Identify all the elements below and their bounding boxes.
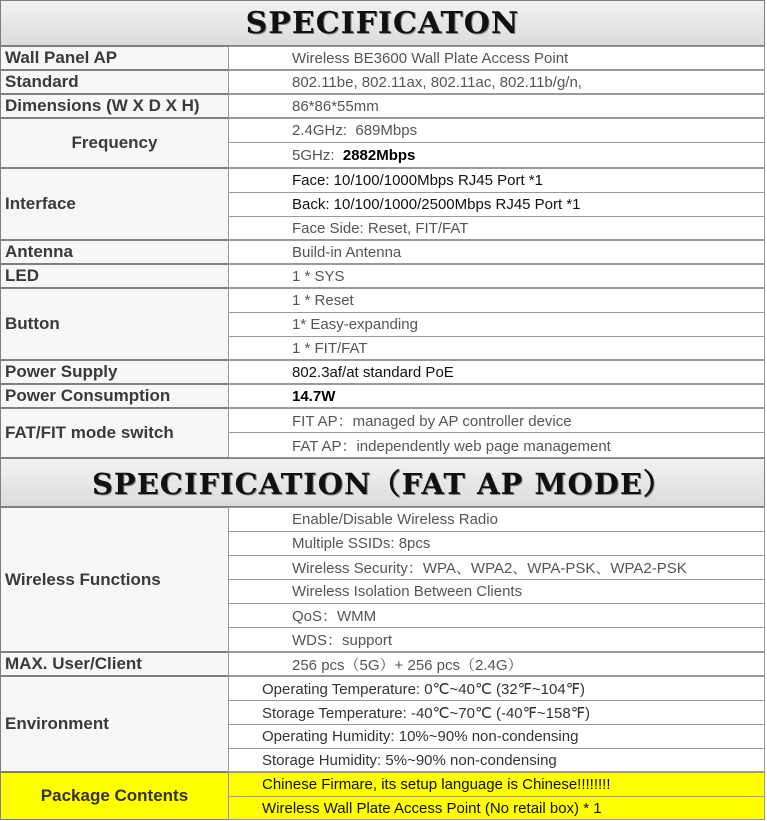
- row-button: [0, 288, 765, 360]
- freq-5-speed: 2882Mbps: [342, 146, 416, 164]
- row-power-supply: [0, 360, 765, 384]
- freq-24-speed: 689Mbps: [355, 122, 418, 139]
- label-standard: Standard: [0, 70, 229, 94]
- freq-24-prefix: 2.4GHz:: [292, 122, 356, 139]
- row-standard: [0, 70, 765, 94]
- label-antenna: Antenna: [0, 240, 229, 264]
- value-interface-side: Face Side: Reset, FIT/FAT: [228, 216, 765, 240]
- row-power-consumption: [0, 384, 765, 408]
- value-wireless-security: Wireless Security：WPA、WPA2、WPA-PSK、WPA2-PSK: [228, 555, 765, 580]
- value-frequency-24: [228, 118, 765, 143]
- label-frequency: Frequency: [0, 118, 229, 168]
- label-dimensions: Dimensions (W X D X H): [0, 94, 229, 118]
- label-button: Button: [0, 288, 229, 360]
- row-package-contents: [0, 772, 765, 820]
- label-wall-panel: Wall Panel AP: [0, 46, 229, 70]
- row-wall-panel: [0, 46, 765, 70]
- value-led: 1 * SYS: [228, 264, 765, 288]
- value-standard: 802.11be, 802.11ax, 802.11ac, 802.11b/g/n,: [228, 70, 765, 94]
- value-env-storage-temp: Storage Temperature: -40℃~70℃ (-40℉~158℉): [228, 700, 765, 725]
- label-mode-switch: FAT/FIT mode switch: [0, 408, 229, 458]
- value-antenna: Build-in Antenna: [228, 240, 765, 264]
- value-env-op-humidity: Operating Humidity: 10%~90% non-condensing: [228, 724, 765, 749]
- label-environment: Environment: [0, 676, 229, 772]
- row-frequency: [0, 118, 765, 168]
- row-led: [0, 264, 765, 288]
- label-max-user: MAX. User/Client: [0, 652, 229, 676]
- value-package-device: Wireless Wall Plate Access Point (No retail box) * 1: [228, 796, 765, 820]
- value-wireless-wds: WDS：support: [228, 627, 765, 652]
- row-dimensions: [0, 94, 765, 118]
- value-frequency-5: [228, 142, 765, 168]
- label-wireless-functions: Wireless Functions: [0, 507, 229, 652]
- value-button-reset: 1 * Reset: [228, 288, 765, 313]
- value-wireless-ssids: Multiple SSIDs: 8pcs: [228, 531, 765, 556]
- row-antenna: [0, 240, 765, 264]
- label-led: LED: [0, 264, 229, 288]
- value-mode-fit: FIT AP：managed by AP controller device: [228, 408, 765, 433]
- label-power-supply: Power Supply: [0, 360, 229, 384]
- value-button-expand: 1* Easy-expanding: [228, 312, 765, 337]
- label-package-contents: Package Contents: [0, 772, 229, 820]
- row-interface: [0, 168, 765, 240]
- value-interface-back: Back: 10/100/1000/2500Mbps RJ45 Port *1: [228, 192, 765, 217]
- value-wireless-radio: Enable/Disable Wireless Radio: [228, 507, 765, 532]
- fat-mode-title: SPECIFICATION（FAT AP MODE）: [0, 458, 765, 507]
- freq-5-prefix: 5GHz:: [292, 146, 343, 164]
- value-wireless-isolation: Wireless Isolation Between Clients: [228, 579, 765, 604]
- value-button-fitfat: 1 * FIT/FAT: [228, 336, 765, 360]
- value-package-firmware: Chinese Firmare, its setup language is Chinese!!!!!!!!: [228, 772, 765, 797]
- row-wireless-functions: [0, 507, 765, 652]
- label-power-consumption: Power Consumption: [0, 384, 229, 408]
- spec-title: SPECIFICATON: [0, 0, 765, 46]
- value-wall-panel: Wireless BE3600 Wall Plate Access Point: [228, 46, 765, 70]
- value-max-user: 256 pcs（5G）+ 256 pcs（2.4G）: [228, 652, 765, 676]
- row-mode-switch: [0, 408, 765, 458]
- value-power-consumption: 14.7W: [228, 384, 765, 408]
- value-mode-fat: FAT AP：independently web page management: [228, 432, 765, 458]
- value-power-supply: 802.3af/at standard PoE: [228, 360, 765, 384]
- value-env-op-temp: Operating Temperature: 0℃~40℃ (32℉~104℉): [228, 676, 765, 701]
- value-dimensions: 86*86*55mm: [228, 94, 765, 118]
- row-max-user: [0, 652, 765, 676]
- value-wireless-qos: QoS：WMM: [228, 603, 765, 628]
- row-environment: [0, 676, 765, 772]
- label-interface: Interface: [0, 168, 229, 240]
- value-env-storage-humidity: Storage Humidity: 5%~90% non-condensing: [228, 748, 765, 772]
- value-interface-face: Face: 10/100/1000Mbps RJ45 Port *1: [228, 168, 765, 193]
